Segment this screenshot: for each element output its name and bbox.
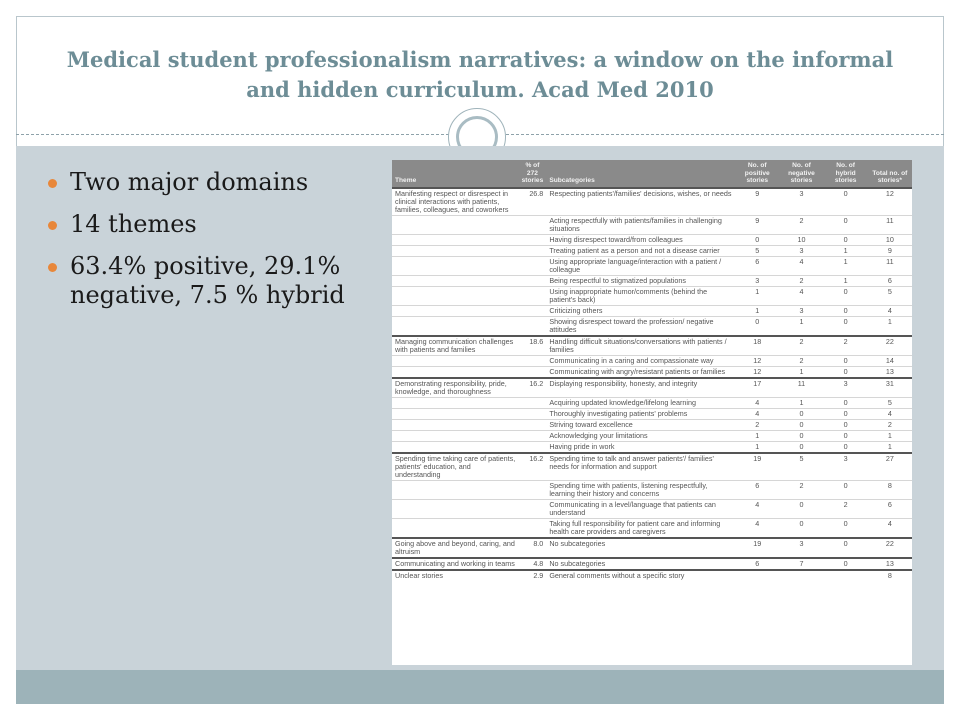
table-row <box>392 316 912 336</box>
negative-cell: 0 <box>779 518 823 538</box>
subcategory-cell: Spending time with patients, listening respectfully, learning their history and concerns <box>546 480 735 499</box>
negative-cell: 10 <box>779 234 823 245</box>
total-cell: 6 <box>868 275 912 286</box>
subcategory-cell: Communicating in a level/language that patients can understand <box>546 499 735 518</box>
table-row <box>392 378 912 398</box>
total-cell: 14 <box>868 355 912 366</box>
hybrid-cell: 0 <box>824 188 868 216</box>
theme-cell <box>392 480 519 499</box>
percent-cell <box>519 234 547 245</box>
percent-cell: 16.2 <box>519 378 547 398</box>
hybrid-cell: 0 <box>824 430 868 441</box>
percent-cell <box>519 355 547 366</box>
total-cell: 12 <box>868 188 912 216</box>
hybrid-cell: 1 <box>824 256 868 275</box>
bullet-item <box>48 210 378 239</box>
hybrid-cell: 0 <box>824 215 868 234</box>
total-cell: 1 <box>868 316 912 336</box>
bullet-item <box>48 168 378 197</box>
subcategory-cell: Acting respectfully with patients/families in challenging situations <box>546 215 735 234</box>
negative-cell: 3 <box>779 538 823 558</box>
theme-cell <box>392 430 519 441</box>
positive-cell: 4 <box>735 397 779 408</box>
percent-cell <box>519 245 547 256</box>
theme-cell: Going above and beyond, caring, and altruism <box>392 538 519 558</box>
subcategory-cell: Using appropriate language/interaction with a patient / colleague <box>546 256 735 275</box>
subcategory-cell: Having pride in work <box>546 441 735 453</box>
table-row <box>392 419 912 430</box>
theme-cell: Demonstrating responsibility, pride, knowledge, and thoroughness <box>392 378 519 398</box>
negative-cell: 3 <box>779 305 823 316</box>
negative-cell: 0 <box>779 419 823 430</box>
percent-cell <box>519 480 547 499</box>
header-percent: % of 272 stories <box>519 160 547 188</box>
hybrid-cell: 0 <box>824 558 868 570</box>
table-row <box>392 286 912 305</box>
theme-cell <box>392 366 519 378</box>
percent-cell: 18.6 <box>519 336 547 356</box>
positive-cell: 4 <box>735 518 779 538</box>
theme-cell <box>392 275 519 286</box>
negative-cell: 3 <box>779 188 823 216</box>
hybrid-cell: 0 <box>824 419 868 430</box>
negative-cell: 2 <box>779 480 823 499</box>
table-row <box>392 499 912 518</box>
positive-cell: 6 <box>735 256 779 275</box>
bullet-text: 63.4% positive, 29.1% negative, 7.5 % hybrid <box>70 252 345 309</box>
bullet-text: 14 themes <box>70 210 197 238</box>
hybrid-cell: 0 <box>824 305 868 316</box>
negative-cell: 4 <box>779 286 823 305</box>
hybrid-cell: 0 <box>824 480 868 499</box>
theme-cell <box>392 499 519 518</box>
bullet-list <box>48 168 378 323</box>
positive-cell: 12 <box>735 355 779 366</box>
percent-cell <box>519 275 547 286</box>
table-row <box>392 305 912 316</box>
subcategory-cell: Treating patient as a person and not a disease carrier <box>546 245 735 256</box>
percent-cell <box>519 518 547 538</box>
subcategory-cell: Respecting patients'/families' decisions, wishes, or needs <box>546 188 735 216</box>
subcategory-cell: Displaying responsibility, honesty, and integrity <box>546 378 735 398</box>
table-header-row <box>392 160 912 188</box>
positive-cell: 17 <box>735 378 779 398</box>
subcategory-cell: Acquiring updated knowledge/lifelong learning <box>546 397 735 408</box>
table-row <box>392 430 912 441</box>
slide-title-line1: Medical student professionalism narratives: a window on the informal <box>66 47 894 72</box>
theme-cell: Spending time taking care of patients, patients' education, and understanding <box>392 453 519 481</box>
positive-cell: 19 <box>735 453 779 481</box>
negative-cell: 0 <box>779 441 823 453</box>
total-cell: 2 <box>868 419 912 430</box>
themes-table <box>392 160 912 581</box>
total-cell: 4 <box>868 408 912 419</box>
theme-cell <box>392 316 519 336</box>
header-subcategories: Subcategories <box>546 160 735 188</box>
themes-table-image <box>392 160 912 665</box>
hybrid-cell: 2 <box>824 336 868 356</box>
total-cell: 22 <box>868 538 912 558</box>
total-cell: 5 <box>868 397 912 408</box>
theme-cell: Manifesting respect or disrespect in clinical interactions with patients, families, colleagues, and coworkers <box>392 188 519 216</box>
percent-cell <box>519 430 547 441</box>
positive-cell: 4 <box>735 408 779 419</box>
theme-cell <box>392 234 519 245</box>
percent-cell: 16.2 <box>519 453 547 481</box>
positive-cell: 1 <box>735 441 779 453</box>
subcategory-cell: Spending time to talk and answer patients'/ families' needs for information and support <box>546 453 735 481</box>
percent-cell <box>519 316 547 336</box>
total-cell: 13 <box>868 558 912 570</box>
theme-cell <box>392 305 519 316</box>
subcategory-cell: Communicating with angry/resistant patients or families <box>546 366 735 378</box>
negative-cell: 3 <box>779 245 823 256</box>
theme-cell: Managing communication challenges with patients and families <box>392 336 519 356</box>
total-cell: 4 <box>868 518 912 538</box>
total-cell: 1 <box>868 441 912 453</box>
table-row <box>392 234 912 245</box>
positive-cell: 3 <box>735 275 779 286</box>
header-total: Total no. of stories* <box>868 160 912 188</box>
hybrid-cell: 0 <box>824 397 868 408</box>
negative-cell: 2 <box>779 355 823 366</box>
total-cell: 9 <box>868 245 912 256</box>
percent-cell: 4.8 <box>519 558 547 570</box>
percent-cell: 26.8 <box>519 188 547 216</box>
hybrid-cell: 0 <box>824 518 868 538</box>
theme-cell <box>392 419 519 430</box>
total-cell: 4 <box>868 305 912 316</box>
subcategory-cell: Taking full responsibility for patient care and informing health care providers and caregivers <box>546 518 735 538</box>
theme-cell <box>392 355 519 366</box>
subcategory-cell: Acknowledging your limitations <box>546 430 735 441</box>
positive-cell: 1 <box>735 286 779 305</box>
hybrid-cell: 2 <box>824 499 868 518</box>
hybrid-cell: 0 <box>824 366 868 378</box>
negative-cell: 1 <box>779 397 823 408</box>
percent-cell: 8.0 <box>519 538 547 558</box>
hybrid-cell: 3 <box>824 378 868 398</box>
total-cell: 5 <box>868 286 912 305</box>
subcategory-cell: Handling difficult situations/conversations with patients / families <box>546 336 735 356</box>
bullet-dot-icon <box>48 263 57 272</box>
positive-cell: 1 <box>735 305 779 316</box>
theme-cell <box>392 215 519 234</box>
header-theme: Theme <box>392 160 519 188</box>
table-row <box>392 336 912 356</box>
hybrid-cell: 0 <box>824 316 868 336</box>
total-cell: 10 <box>868 234 912 245</box>
bullet-dot-icon <box>48 179 57 188</box>
negative-cell: 5 <box>779 453 823 481</box>
subcategory-cell: Striving toward excellence <box>546 419 735 430</box>
table-row <box>392 453 912 481</box>
negative-cell: 0 <box>779 499 823 518</box>
total-cell: 1 <box>868 430 912 441</box>
hybrid-cell: 1 <box>824 275 868 286</box>
total-cell: 27 <box>868 453 912 481</box>
bullet-dot-icon <box>48 221 57 230</box>
negative-cell: 4 <box>779 256 823 275</box>
table-row <box>392 397 912 408</box>
positive-cell: 18 <box>735 336 779 356</box>
table-row <box>392 518 912 538</box>
subcategory-cell: Thoroughly investigating patients' problems <box>546 408 735 419</box>
theme-cell <box>392 286 519 305</box>
table-row <box>392 366 912 378</box>
table-row <box>392 441 912 453</box>
subcategory-cell: Being respectful to stigmatized populations <box>546 275 735 286</box>
positive-cell: 9 <box>735 215 779 234</box>
theme-cell <box>392 441 519 453</box>
positive-cell: 4 <box>735 499 779 518</box>
bullet-text: Two major domains <box>70 168 309 196</box>
bullet-item <box>48 252 378 310</box>
negative-cell: 7 <box>779 558 823 570</box>
table-row <box>392 355 912 366</box>
positive-cell: 0 <box>735 316 779 336</box>
table-row <box>392 245 912 256</box>
negative-cell <box>779 570 823 581</box>
positive-cell: 0 <box>735 234 779 245</box>
hybrid-cell: 0 <box>824 355 868 366</box>
slide-title <box>67 45 893 105</box>
hybrid-cell: 1 <box>824 245 868 256</box>
theme-cell <box>392 518 519 538</box>
footer-bar <box>16 670 944 704</box>
table-row <box>392 538 912 558</box>
percent-cell <box>519 305 547 316</box>
total-cell: 8 <box>868 480 912 499</box>
total-cell: 11 <box>868 215 912 234</box>
slide-title-line2: and hidden curriculum. Acad Med 2010 <box>246 77 714 102</box>
subcategory-cell: No subcategories <box>546 538 735 558</box>
negative-cell: 1 <box>779 366 823 378</box>
hybrid-cell: 0 <box>824 234 868 245</box>
negative-cell: 2 <box>779 215 823 234</box>
total-cell: 13 <box>868 366 912 378</box>
hybrid-cell <box>824 570 868 581</box>
table-row <box>392 570 912 581</box>
percent-cell <box>519 408 547 419</box>
subcategory-cell: Having disrespect toward/from colleagues <box>546 234 735 245</box>
negative-cell: 0 <box>779 430 823 441</box>
table-row <box>392 480 912 499</box>
positive-cell: 1 <box>735 430 779 441</box>
theme-cell <box>392 256 519 275</box>
subcategory-cell: Using inappropriate humor/comments (behind the patient's back) <box>546 286 735 305</box>
total-cell: 31 <box>868 378 912 398</box>
theme-cell <box>392 408 519 419</box>
total-cell: 11 <box>868 256 912 275</box>
subcategory-cell: General comments without a specific story <box>546 570 735 581</box>
total-cell: 8 <box>868 570 912 581</box>
positive-cell: 12 <box>735 366 779 378</box>
subcategory-cell: Showing disrespect toward the profession/ negative attitudes <box>546 316 735 336</box>
subcategory-cell: No subcategories <box>546 558 735 570</box>
table-row <box>392 256 912 275</box>
positive-cell: 19 <box>735 538 779 558</box>
negative-cell: 2 <box>779 336 823 356</box>
percent-cell <box>519 499 547 518</box>
percent-cell <box>519 286 547 305</box>
subcategory-cell: Communicating in a caring and compassionate way <box>546 355 735 366</box>
percent-cell <box>519 366 547 378</box>
table-row <box>392 558 912 570</box>
hybrid-cell: 0 <box>824 441 868 453</box>
negative-cell: 11 <box>779 378 823 398</box>
header-negative: No. of negative stories <box>779 160 823 188</box>
positive-cell <box>735 570 779 581</box>
table-body <box>392 188 912 581</box>
percent-cell <box>519 215 547 234</box>
negative-cell: 2 <box>779 275 823 286</box>
header-positive: No. of positive stories <box>735 160 779 188</box>
percent-cell <box>519 419 547 430</box>
table-row <box>392 275 912 286</box>
hybrid-cell: 0 <box>824 408 868 419</box>
total-cell: 22 <box>868 336 912 356</box>
positive-cell: 6 <box>735 558 779 570</box>
table-row <box>392 408 912 419</box>
positive-cell: 5 <box>735 245 779 256</box>
negative-cell: 1 <box>779 316 823 336</box>
percent-cell <box>519 441 547 453</box>
theme-cell: Unclear stories <box>392 570 519 581</box>
hybrid-cell: 3 <box>824 453 868 481</box>
positive-cell: 9 <box>735 188 779 216</box>
subcategory-cell: Criticizing others <box>546 305 735 316</box>
table-row <box>392 215 912 234</box>
header-hybrid: No. of hybrid stories <box>824 160 868 188</box>
theme-cell <box>392 245 519 256</box>
positive-cell: 6 <box>735 480 779 499</box>
hybrid-cell: 0 <box>824 286 868 305</box>
positive-cell: 2 <box>735 419 779 430</box>
theme-cell <box>392 397 519 408</box>
theme-cell: Communicating and working in teams <box>392 558 519 570</box>
hybrid-cell: 0 <box>824 538 868 558</box>
negative-cell: 0 <box>779 408 823 419</box>
percent-cell: 2.9 <box>519 570 547 581</box>
percent-cell <box>519 397 547 408</box>
table-row <box>392 188 912 216</box>
percent-cell <box>519 256 547 275</box>
total-cell: 6 <box>868 499 912 518</box>
